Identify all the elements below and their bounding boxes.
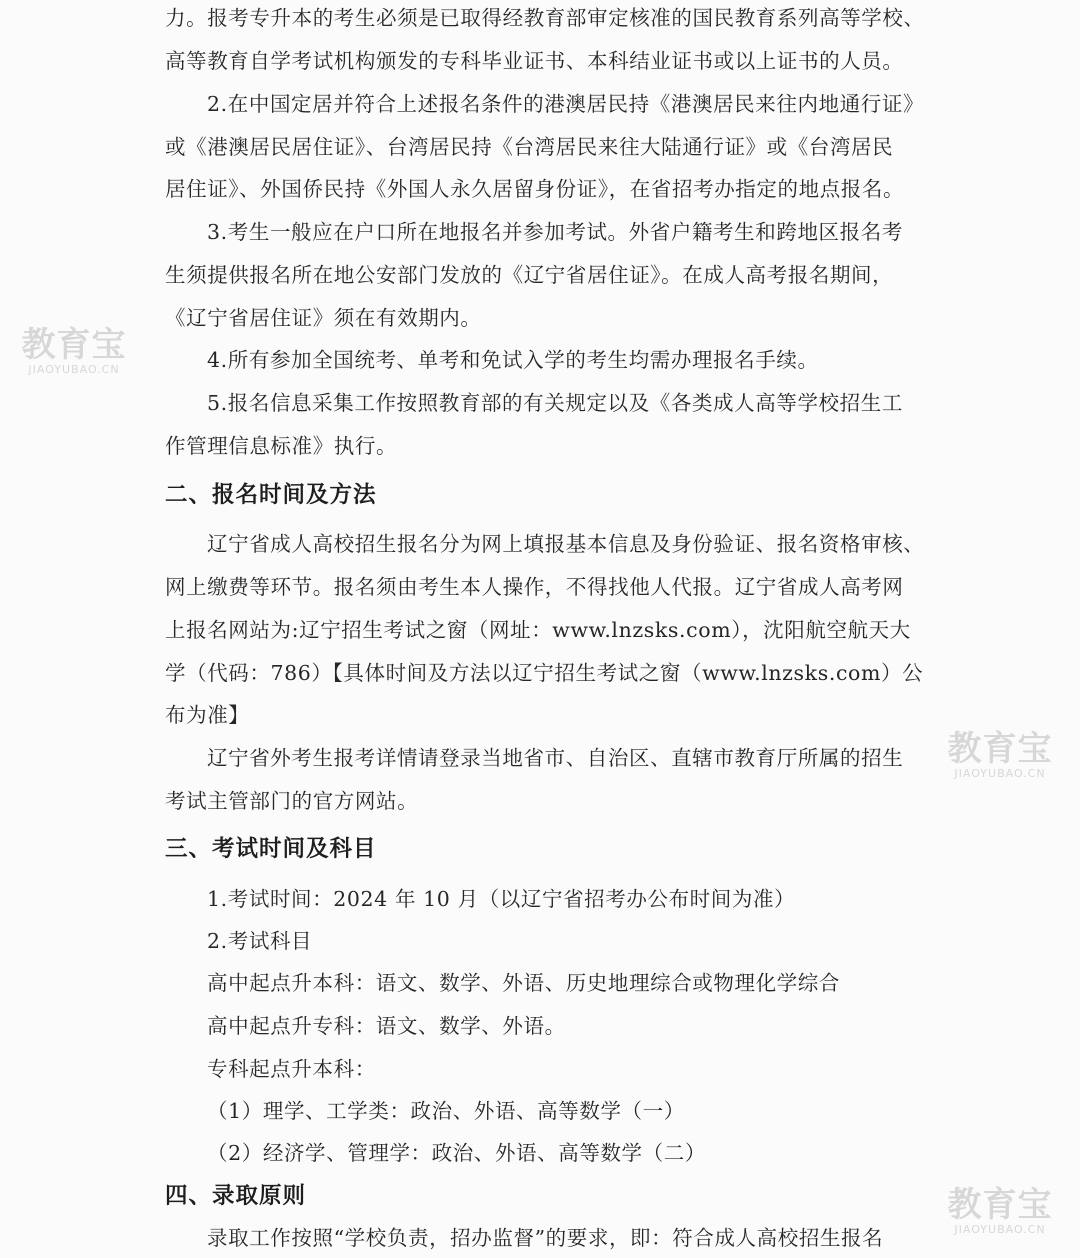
paragraph-line: 学（代码：786）【具体时间及方法以辽宁招生考试之窗（www.lnzsks.com）公 [165,661,924,685]
paragraph-line: 或《港澳居民居住证》、台湾居民持《台湾居民来往大陆通行证》或《台湾居民 [165,135,894,159]
paragraph-line: 录取工作按照“学校负责，招办监督”的要求，即：符合成人高校招生报名 [207,1226,884,1250]
watermark-logo-url: JIAOYUBAO.CN [954,767,1046,780]
paragraph-line: 居住证》、外国侨民持《外国人永久居留身份证》，在省招考办指定的地点报名。 [165,177,905,201]
paragraph-line: 作管理信息标准》执行。 [165,434,398,458]
paragraph-line: 1.考试时间：2024 年 10 月（以辽宁省招考办公布时间为准） [207,887,796,911]
paragraph-line: 上报名网站为:辽宁招生考试之窗（网址：www.lnzsks.com），沈阳航空航天大 [165,618,911,642]
watermark-logo [940,1186,1060,1236]
paragraph-line: 《辽宁省居住证》须在有效期内。 [165,306,482,330]
watermark-logo-url: JIAOYUBAO.CN [28,363,120,376]
paragraph-line: 专科起点升本科： [207,1057,376,1081]
paragraph-line: 生须提供报名所在地公安部门发放的《辽宁省居住证》。在成人高考报名期间， [165,263,894,287]
paragraph-line: 高中起点升本科：语文、数学、外语、历史地理综合或物理化学综合 [207,971,840,995]
paragraph-line: 辽宁省外考生报考详情请登录当地省市、自治区、直辖市教育厅所属的招生 [207,746,904,770]
paragraph-line: 布为准】 [165,703,250,727]
watermark-logo [14,326,134,376]
paragraph-line: 3.考生一般应在户口所在地报名并参加考试。外省户籍考生和跨地区报名考 [207,220,903,244]
paragraph-line: 网上缴费等环节。报名须由考生本人操作，不得找他人代报。辽宁省成人高考网 [165,575,904,599]
paragraph-line: 高等教育自学考试机构颁发的专科毕业证书、本科结业证书或以上证书的人员。 [165,49,904,73]
watermark-logo-url: JIAOYUBAO.CN [954,1223,1046,1236]
paragraph-line: 辽宁省成人高校招生报名分为网上填报基本信息及身份验证、报名资格审核、 [207,532,925,556]
paragraph-line: 5.报名信息采集工作按照教育部的有关规定以及《各类成人高等学校招生工 [207,391,903,415]
paragraph-line: 力。报考专升本的考生必须是已取得经教育部审定核准的国民教育系列高等学校、 [165,6,925,30]
section-heading-exam: 三、考试时间及科目 [165,836,377,862]
watermark-logo-text: 教育宝 [947,1185,1053,1225]
paragraph-line: 2.在中国定居并符合上述报名条件的港澳居民持《港澳居民来往内地通行证》 [207,92,925,116]
section-heading-registration: 二、报名时间及方法 [165,482,377,508]
paragraph-line: 高中起点升专科：语文、数学、外语。 [207,1014,566,1038]
watermark-logo-text: 教育宝 [21,325,127,365]
paragraph-line: 2.考试科目 [207,929,313,953]
paragraph-line: 4.所有参加全国统考、单考和免试入学的考生均需办理报名手续。 [207,348,819,372]
paragraph-line: 考试主管部门的官方网站。 [165,789,419,813]
watermark-logo [940,730,1060,780]
watermark-logo-text: 教育宝 [947,729,1053,769]
paragraph-line: （1）理学、工学类：政治、外语、高等数学（一） [207,1099,685,1123]
section-heading-admission: 四、录取原则 [165,1183,307,1209]
paragraph-line: （2）经济学、管理学：政治、外语、高等数学（二） [207,1141,706,1165]
